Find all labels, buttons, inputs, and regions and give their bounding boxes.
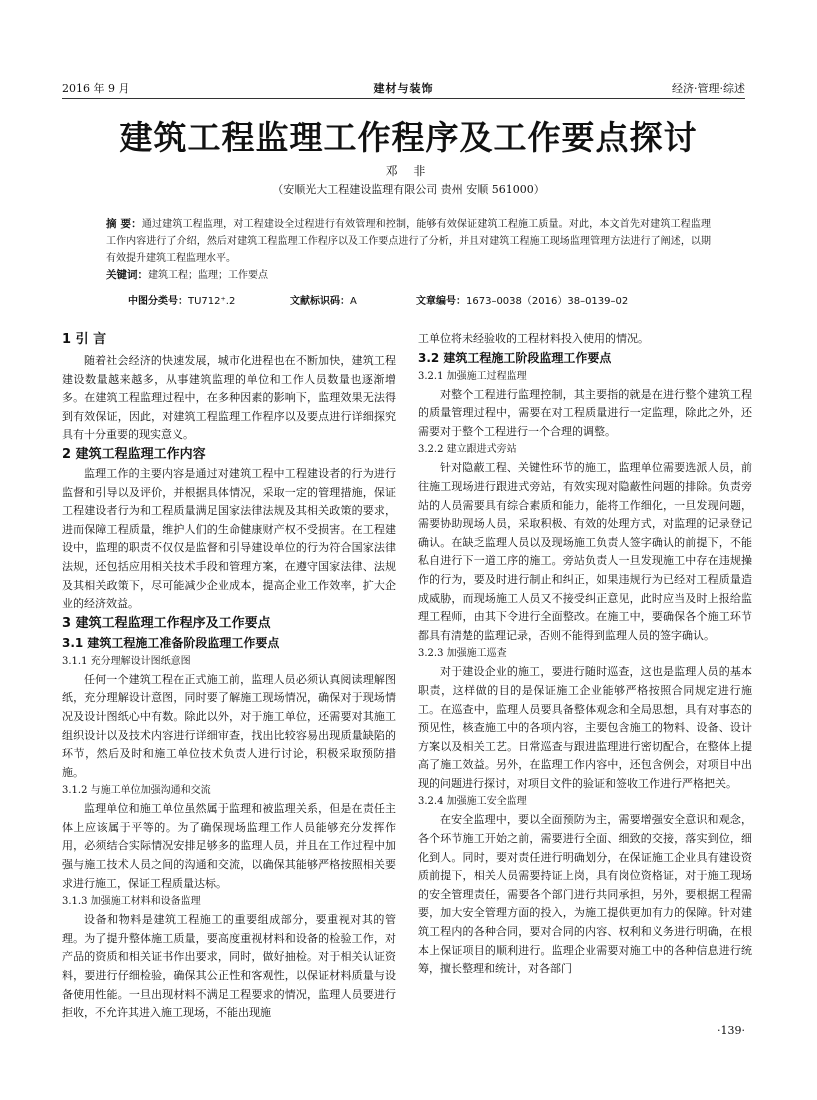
paragraph: 在安全监理中，要以全面预防为主，需要增强安全意识和观念，各个环节施工开始之前，需要进行全面、细致的交接，落实到位，细化到人。同时，要对责任进行明确划分，在保证施工企业具有建设资质前提下，相关人员需要持证上岗，具有岗位资格证，对于施工现场的安全管理责任，需要各个部门进行共同承担，另外，要根据工程需要，加大安全管理方面的投入，为施工提供更加有力的保障。针对建筑工程内的各种合同，要对合同的内容、权利和义务进行明确，在根本上保证项目的顺利进行。监理企业需要对施工中的各种信息进行统筹，擅长整理和统计，对各部门 <box>418 813 752 976</box>
classification-value: TU712⁺.2 <box>188 296 236 307</box>
section-heading: 2 建筑工程监理工作内容 <box>62 446 206 462</box>
paragraph: 对整个工程进行监理控制，其主要指的就是在进行整个建筑工程的质量管理过程中，需要在对工程质量进行一定监理，除此之外，还需要对于整个工程进行一个合理的调整。 <box>418 387 752 438</box>
subsubsection-heading: 3.1.2 与施工单位加强沟通和交流 <box>62 785 211 797</box>
keywords-label: 关键词： <box>106 269 148 281</box>
article-no-label: 文章编号： <box>416 296 466 307</box>
paragraph: 针对隐蔽工程、关键性环节的施工，监理单位需要选派人员，前往施工现场进行跟进式旁站，有效实现对隐蔽性问题的排除。负责旁站的人员需要具有综合素质和能力，能将工作细化，一旦发现问题，需要协助现场人员，采取积极、有效的处理方式，对监理的记录登记确认。在缺乏监理人员以及现场施工负责人签字确认的前提下，不能私自进行下一道工序的施工。旁站负责人一旦发现施工中存在违规操作的行为，要及时进行制止和纠正，如果违规行为已经对工程质量造成威胁，而现场施工人员又不接受纠正意见，此时应当及时上报给监理工程师，由其下令进行全面整改。在施工中，要确保各个施工环节都具有清楚的监理记录，否则不能得到监理人员的签字确认。 <box>418 461 752 642</box>
abstract-label: 摘 要： <box>106 218 142 230</box>
paragraph: 监理工作的主要内容是通过对建筑工程中工程建设者的行为进行监督和引导以及评价，并根据具体情况，采取一定的管理措施，保证工程建设者行为和工程质量满足国家法律法规及其相关政策的要求，进而保障工程质量，维护人们的生命健康财产权不受损害。在工程建设中，监理的职责不仅仅是监督和引导建设单位的行为符合国家法律法规，还包括应用相关技术手段和管理方案，在遵守国家法律、法规及其相关政策下，尽可能减少企业成本，提高企业工作效率，扩大企业的经济效益。 <box>62 466 396 611</box>
right-column <box>418 330 752 979</box>
affiliation: （安顺光大工程建设监理有限公司 贵州 安顺 561000） <box>272 183 545 196</box>
abstract <box>106 216 711 284</box>
subsubsection-heading: 3.2.3 加强施工巡查 <box>418 648 507 660</box>
header-rule <box>62 98 745 99</box>
keywords-text: 建筑工程；监理；工作要点 <box>148 270 268 281</box>
paragraph: 随着社会经济的快速发展，城市化进程也在不断加快，建筑工程建设数量越来越多，从事建筑监理的单位和工作人员数量也逐渐增多。在建筑工程监理过程中，在多种因素的影响下，监理效果无法得到有效保证，因此，对建筑工程监理工作程序以及要点进行详细探究具有十分重要的现实意义。 <box>62 354 396 442</box>
article-title: 建筑工程监理工作程序及工作要点探讨 <box>119 118 698 157</box>
article-no-value: 1673–0038（2016）38–0139–02 <box>466 296 629 307</box>
subsection-heading: 3.2 建筑工程施工阶段监理工作要点 <box>418 350 612 365</box>
subsubsection-heading: 3.1.3 加强施工材料和设备监理 <box>62 896 201 908</box>
paragraph: 对于建设企业的施工，要进行随时巡查，这也是监理人员的基本职责，这样做的目的是保证施工企业能够严格按照合同规定进行施工。在巡查中，监理人员要具备整体观念和全局思想，具有对事态的预见性，核查施工中的各项内容，主要包含施工的物料、设备、设计方案以及相关工艺。日常巡查与跟进监理进行密切配合，在整体上提高了施工效益。另外，在监理工作内容中，还包含例会，对项目中出现的问题进行探讨，对项目文件的验证和签收工作进行严格把关。 <box>418 665 752 790</box>
header-date: 2016 年 9 月 <box>62 82 130 95</box>
header-journal-name: 建材与装饰 <box>373 82 434 95</box>
paragraph: 设备和物料是建筑工程施工的重要组成部分，要重视对其的管理。为了提升整体施工质量，要高度重视材料和设备的检验工作，对产品的资质和相关证书作出要求，同时，做好抽检。对于相关认证资料，要进行仔细检验，确保其公正性和客观性，以保证材料质量与设备使用性能。一旦出现材料不满足工程要求的情况，监理人员要进行拒收，不允许其进入施工现场，不能出现施 <box>62 913 396 1020</box>
abstract-text: 通过建筑工程监理，对工程建设全过程进行有效管理和控制，能够有效保证建筑工程施工质量。对此，本文首先对建筑工程监理工作内容进行了介绍，然后对建筑工程监理工作程序以及工作要点进行了分析，并且对建筑工程施工现场监理管理方法进行了阐述，以期有效提升建筑工程监理水平。 <box>106 219 712 264</box>
paragraph: 任何一个建筑工程在正式施工前，监理人员必须认真阅读理解图纸，充分理解设计意图，同时要了解施工现场情况，确保对于现场情况及设计图纸心中有数。除此以外，对于施工单位，还需要对其施工组织设计以及技术内容进行详细审查，找出比较容易出现质量缺陷的环节，然后及时和施工单位技术负责人进行讨论，积极采取预防措施。 <box>62 672 396 779</box>
article-number <box>416 292 628 307</box>
subsubsection-heading: 3.2.4 加强施工安全监理 <box>418 796 527 808</box>
classification-number <box>128 292 235 307</box>
paragraph: 监理单位和施工单位虽然属于监理和被监理关系，但是在责任主体上应该属于平等的。为了确保现场监理工作人员能够充分发挥作用，必须结合实际情况安排足够多的监理人员，并且在工作过程中加强与施工技术人员之间的沟通和交流，以确保其能够严格按照相关要求进行施工，保证工程质量达标。 <box>62 802 396 890</box>
subsubsection-heading: 3.1.1 充分理解设计图纸意图 <box>62 655 191 667</box>
author: 邓 非 <box>385 164 432 178</box>
subsubsection-heading: 3.2.1 加强施工过程监理 <box>418 370 527 382</box>
section-heading: 1 引 言 <box>62 332 107 347</box>
left-column <box>62 330 396 1023</box>
page-number: ·139· <box>717 1024 745 1037</box>
paragraph-continued: 工单位将未经验收的工程材料投入使用的情况。 <box>418 332 649 345</box>
doc-code-value: A <box>350 296 357 307</box>
header-section: 经济·管理·综述 <box>672 82 745 95</box>
doc-code-label: 文献标识码： <box>290 296 350 307</box>
subsubsection-heading: 3.2.2 建立跟进式旁站 <box>418 444 517 456</box>
classification-label: 中图分类号： <box>128 296 188 307</box>
running-header <box>62 80 745 98</box>
subsection-heading: 3.1 建筑工程施工准备阶段监理工作要点 <box>62 635 280 650</box>
document-code <box>290 292 357 307</box>
section-heading: 3 建筑工程监理工作程序及工作要点 <box>62 615 271 631</box>
